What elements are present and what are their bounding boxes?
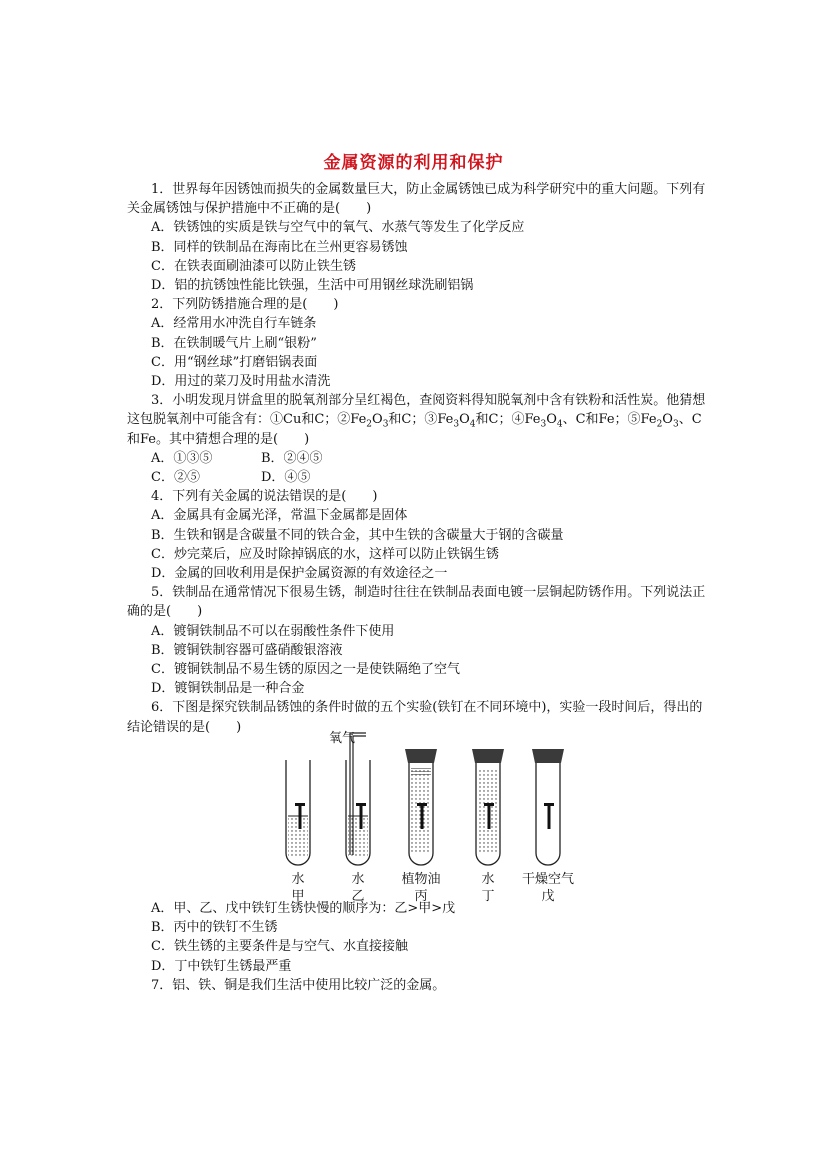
page-title: 金属资源的利用和保护 xyxy=(323,153,504,173)
q3-option-d: D．④⑤ xyxy=(261,470,311,486)
q3-options-row2 xyxy=(127,468,707,487)
tube-bing xyxy=(405,749,437,865)
q2-option-b: B．在铁制暖气片上刷“银粉” xyxy=(151,335,317,351)
q3-options-row1 xyxy=(127,449,707,468)
q3-option-b: B．②④⑤ xyxy=(261,450,323,466)
q4-option-c: C．炒完菜后，应及时除掉锅底的水，这样可以防止铁锅生锈 xyxy=(151,546,499,562)
q4-stem: 4．下列有关金属的说法错误的是( ) xyxy=(151,489,378,505)
q6-option-a: A．甲、乙、戊中铁钉生锈快慢的顺序为：乙>甲>戊 xyxy=(151,901,456,916)
q6-stem: 6．下图是探究铁制品锈蚀的条件时做的五个实验(铁钉在不同环境中)，实验一段时间后，得出的结论错误的是( ) xyxy=(127,700,703,735)
q6-option-b: B．丙中的铁钉不生锈 xyxy=(151,920,278,936)
q5-option-c: C．镀铜铁制品不易生锈的原因之一是使铁隔绝了空气 xyxy=(151,662,460,678)
tube-ding-medium: 水 xyxy=(481,872,495,887)
q2-option-a: A．经常用水冲洗自行车链条 xyxy=(151,316,317,332)
q2-stem: 2．下列防锈措施合理的是( ) xyxy=(151,297,339,313)
q1-option-b: B．同样的铁制品在海南比在兰州更容易锈蚀 xyxy=(151,239,408,255)
tube-ding xyxy=(472,749,504,865)
q3-stem: 3．小明发现月饼盒里的脱氧剂部分呈红褐色，查阅资料得知脱氧剂中含有铁粉和活性炭。他猜想这包脱氧剂中可能含有：①Cu和C；$②Fe_2O_3$和C；$③Fe_3O_4$和C；$④Fe_3O_4$、C和Fe；$⑤Fe_2O_3$、C和Fe。其中猜想合理的是( ) xyxy=(127,393,706,447)
tube-bing-name: 丙 xyxy=(414,889,428,904)
tube-yi-medium: 水 xyxy=(351,872,365,887)
tube-jia-name: 甲 xyxy=(291,889,305,904)
q6-options-block xyxy=(127,899,707,995)
q7-stem: 7．铝、铁、铜是我们生活中使用比较广泛的金属。 xyxy=(151,977,446,993)
q2-option-c: C．用“钢丝球”打磨铝锅表面 xyxy=(151,354,318,370)
oxygen-label: 氧气 xyxy=(328,731,355,746)
q1-option-a: A．铁锈蚀的实质是铁与空气中的氧气、水蒸气等发生了化学反应 xyxy=(151,220,525,236)
tube-yi xyxy=(346,733,370,865)
q5-option-d: D．镀铜铁制品是一种合金 xyxy=(151,681,305,697)
q5-option-b: B．镀铜铁制容器可盛硝酸银溶液 xyxy=(151,642,343,658)
questions-block xyxy=(127,180,707,737)
q3-option-c: C．②⑤ xyxy=(151,470,200,486)
tube-jia-medium: 水 xyxy=(291,872,305,887)
test-tubes-drawing xyxy=(270,725,590,875)
q4-option-d: D．金属的回收利用是保护金属资源的有效途径之一 xyxy=(151,566,448,582)
tube-yi-name: 乙 xyxy=(351,889,365,904)
q5-stem: 5．铁制品在通常情况下很易生锈，制造时往往在铁制品表面电镀一层铜起防锈作用。下列说法正确的是( ) xyxy=(127,585,706,620)
q1-option-d: D．铝的抗锈蚀性能比铁强，生活中可用钢丝球洗刷铝锅 xyxy=(151,278,474,294)
rust-experiment-figure xyxy=(270,725,590,905)
tube-wu-medium: 干燥空气 xyxy=(521,872,574,887)
tube-ding-name: 丁 xyxy=(481,889,495,904)
tube-jia xyxy=(286,760,310,865)
q4-option-b: B．生铁和钢是含碳量不同的铁合金，其中生铁的含碳量大于钢的含碳量 xyxy=(151,527,564,543)
q6-option-c: C．铁生锈的主要条件是与空气、水直接接触 xyxy=(151,939,408,955)
q1-option-c: C．在铁表面刷油漆可以防止铁生锈 xyxy=(151,258,356,274)
q5-option-a: A．镀铜铁制品不可以在弱酸性条件下使用 xyxy=(151,623,395,639)
tube-wu xyxy=(532,749,564,865)
q4-option-a: A．金属具有金属光泽，常温下金属都是固体 xyxy=(151,508,408,524)
q1-stem: 1．世界每年因锈蚀而损失的金属数量巨大，防止金属锈蚀已成为科学研究中的重大问题。下列有关金属锈蚀与保护措施中不正确的是( ) xyxy=(127,182,706,217)
tube-bing-medium: 植物油 xyxy=(401,872,441,887)
q2-option-d: D．用过的菜刀及时用盐水清洗 xyxy=(151,374,331,390)
q3-option-a: A．①③⑤ xyxy=(151,450,213,466)
q6-option-d: D．丁中铁钉生锈最严重 xyxy=(151,958,292,974)
tube-wu-name: 戊 xyxy=(541,889,555,904)
